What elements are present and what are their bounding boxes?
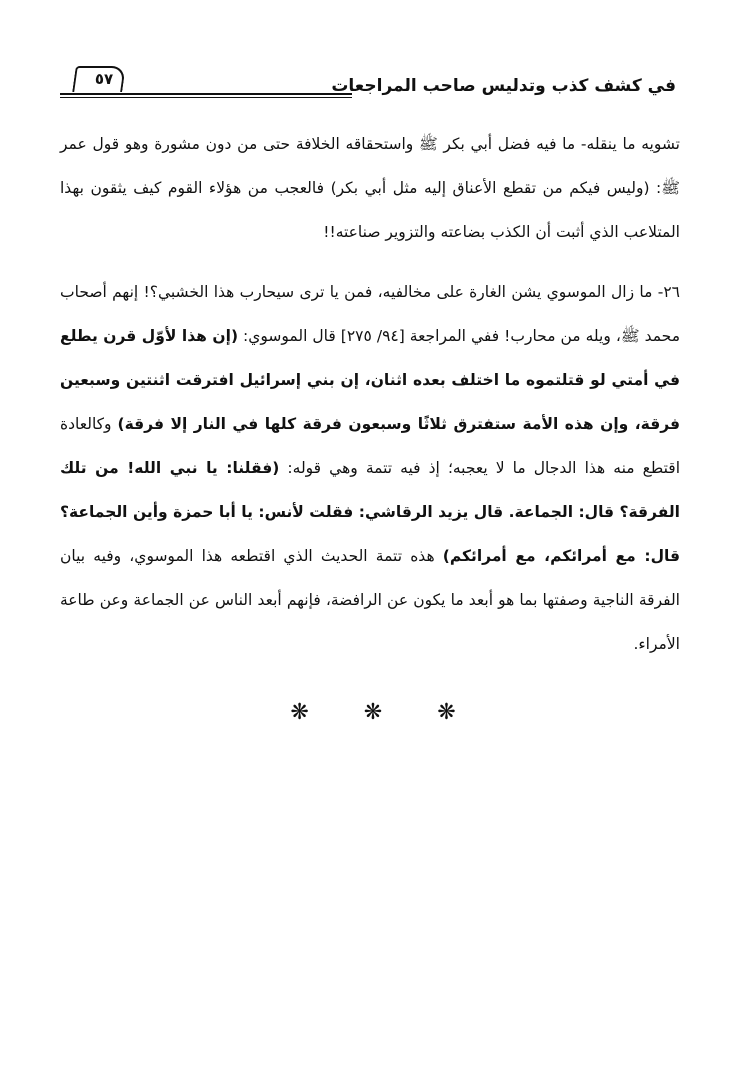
paragraph-2-text-c: هذه تتمة الحديث الذي اقتطعه هذا الموسوي، وفيه بيان الفرقة الناجية وصفتها بما هو أبعد ما يكون عن الرافضة، فإنهم أبعد الناس عن الجماعة وعن طاعة الأمراء.: [60, 547, 680, 653]
paragraph-1: [60, 122, 680, 254]
section-divider: [0, 700, 746, 725]
header-rule: [60, 93, 352, 98]
page-header: [60, 66, 682, 106]
paragraph-2: [60, 270, 680, 666]
asterism-icon: ❋: [290, 700, 309, 725]
running-header-title: في كشف كذب وتدليس صاحب المراجعات: [331, 76, 676, 96]
paragraph-2-text-b: وكالعادة اقتطع منه هذا الدجال ما لا يعجبه؛ إذ فيه تتمة وهي قوله:: [60, 415, 680, 477]
hadith-quote-2: (فقلنا: يا نبي الله! من تلك الفرقة؟ قال: الجماعة. قال يزيد الرقاشي: فقلت لأنس: يا أبا حمزة وأين الجماعة؟ قال: مع أمرائكم، مع أمرائكم): [60, 459, 680, 565]
asterism-icon: ❋: [363, 700, 383, 725]
paragraph-spacer: [60, 254, 680, 270]
body-text: [60, 122, 680, 666]
paragraph-2-text-a: ٢٦- ما زال الموسوي يشن الغارة على مخالفيه، فمن يا ترى سيحارب هذا الخشبي؟! إنهم أصحاب محمد ﷺ، ويله من محارب! ففي المراجعة [٩٤/ ٢٧٥] قال الموسوي:: [60, 283, 680, 345]
paragraph-1-text: تشويه ما ينقله- ما فيه فضل أبي بكر ﷺ واستحقاقه الخلافة حتى من دون مشورة وهو قول عمر ﷺ: (وليس فيكم من تقطع الأعناق إليه مثل أبي بكر) فالعجب من هؤلاء القوم كيف يثقون بهذا المتلاعب الذي أثبت أن الكذب بضاعته والتزوير صناعته!!: [60, 135, 680, 241]
hadith-quote-1: (إن هذا لأوّل قرن يطلع في أمتي لو قتلتموه ما اختلف بعده اثنان، إن بني إسرائيل افترقت اثنتين وسبعين فرقة، وإن هذه الأمة ستفترق ثلاثًا وسبعون فرقة كلها في النار إلا فرقة): [60, 327, 681, 433]
asterism-icon: ❋: [437, 700, 456, 725]
page-number: ٥٧: [94, 70, 114, 88]
